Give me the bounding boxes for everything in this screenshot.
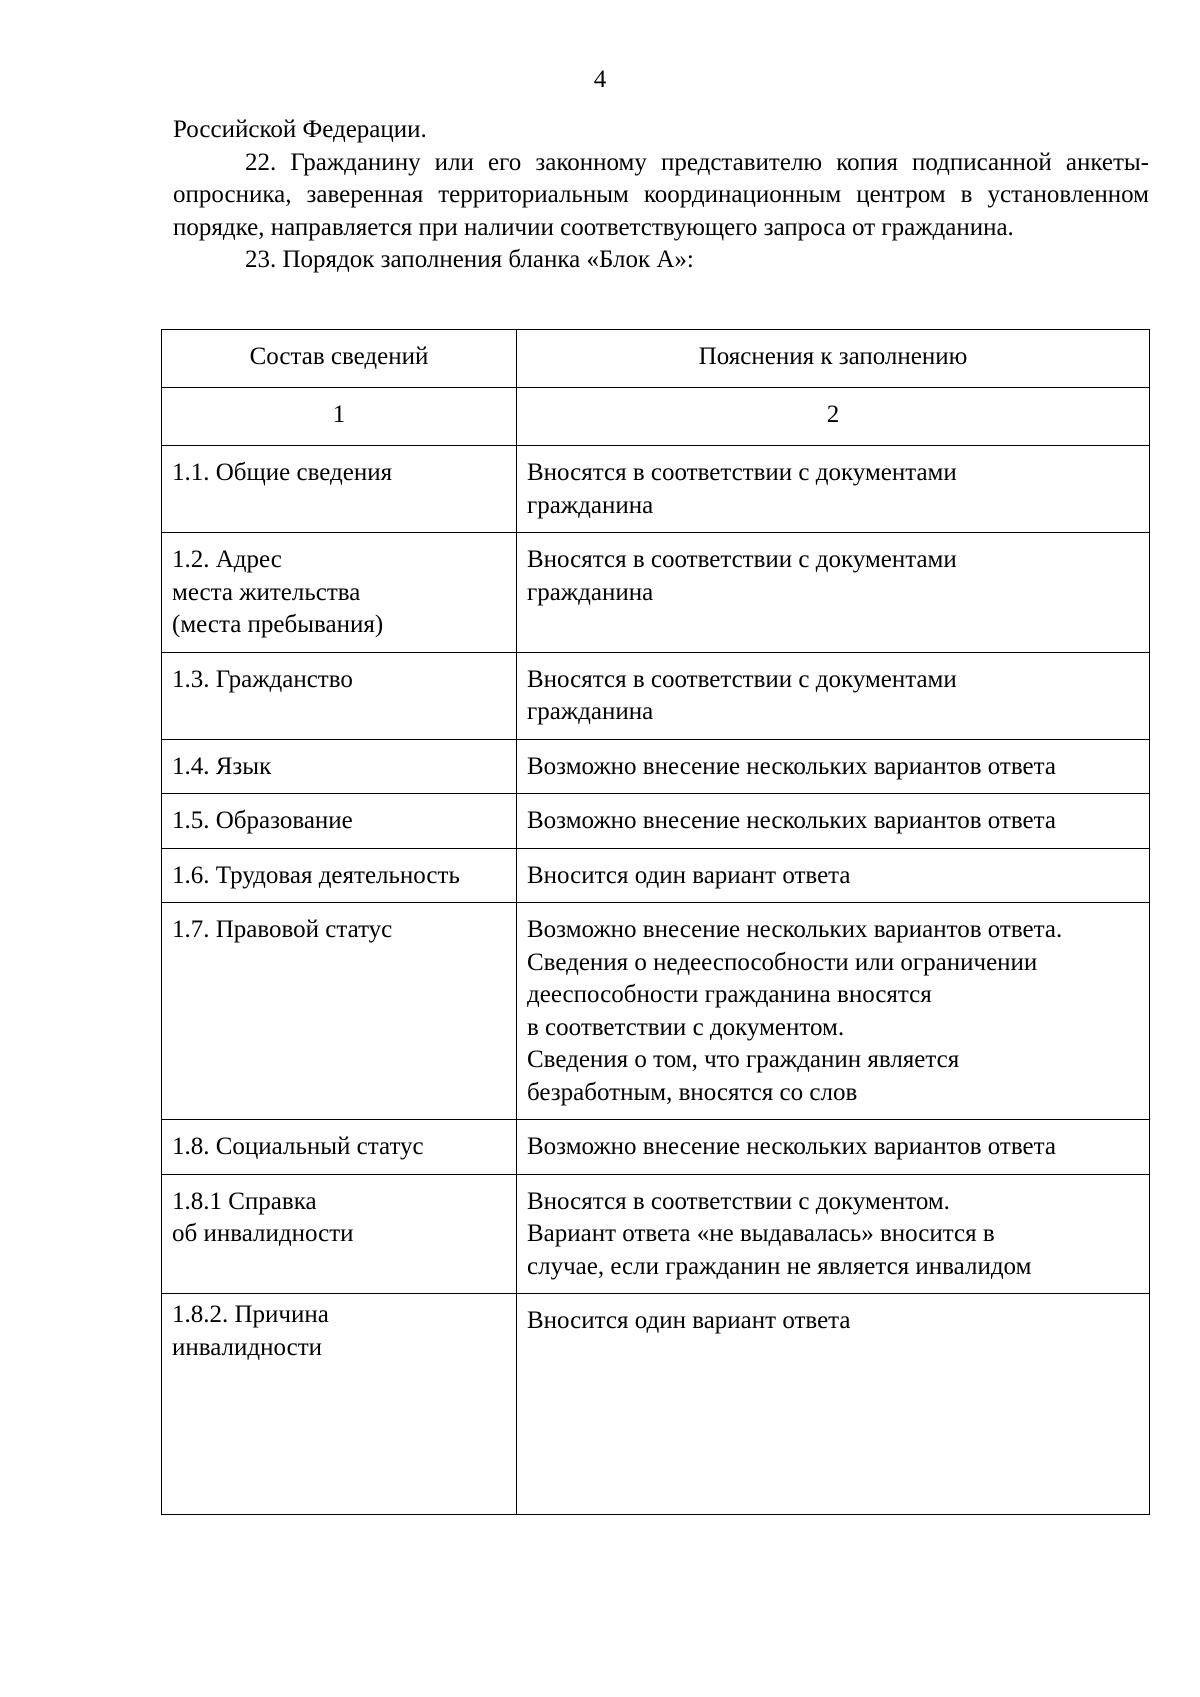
row-item: 1.7. Правовой статус [162,903,517,1120]
row-explanation: Вносится один вариант ответа [517,1294,1150,1515]
row-item: 1.8. Социальный статус [162,1120,517,1175]
table-row [162,903,1150,1120]
column-number-1: 1 [162,388,517,446]
row-item: 1.8.2. Причина инвалидности [162,1294,517,1515]
table-row [162,1294,1150,1515]
table-row [162,794,1150,849]
header-cell-explanations: Пояснения к заполнению [517,330,1150,388]
table-row [162,1120,1150,1175]
paragraph-23: 23. Порядок заполнения бланка «Блок А»: [245,246,694,273]
row-explanation: Вносятся в соответствии с документами гражданина [517,652,1150,739]
row-item: 1.8.1 Справка об инвалидности [162,1174,517,1294]
row-explanation: Вносятся в соответствии с документами гражданина [517,533,1150,653]
table-row [162,533,1150,653]
row-explanation: Возможно внесение нескольких вариантов ответа [517,1120,1150,1175]
row-explanation: Возможно внесение нескольких вариантов ответа [517,739,1150,794]
table-row [162,739,1150,794]
table-row [162,652,1150,739]
row-item: 1.1. Общие сведения [162,446,517,533]
row-explanation: Вносятся в соответствии с документом. Вариант ответа «не выдавалась» вносится в случае, если гражданин не является инвалидом [517,1174,1150,1294]
row-item: 1.4. Язык [162,739,517,794]
row-item: 1.5. Образование [162,794,517,849]
paragraph-22: 22. Гражданину или его законному представителю копия подписанной анкеты-опросника, заверенная территориальным координационным центром в установленном порядке, направляется при наличии соответствующего запроса от гражданина. [173,148,1149,241]
page-number: 4 [593,66,607,93]
row-explanation: Возможно внесение нескольких вариантов ответа. Сведения о недееспособности или ограничении дееспособности гражданина вносятся в соответствии с документом. Сведения о том, что гражданин является безработным, вносятся со слов [517,903,1150,1120]
table-header-row [162,330,1150,388]
row-explanation: Возможно внесение нескольких вариантов ответа [517,794,1150,849]
row-item: 1.2. Адрес места жительства (места пребывания) [162,533,517,653]
column-number-2: 2 [517,388,1150,446]
header-cell-composition: Состав сведений [162,330,517,388]
table-row [162,1174,1150,1294]
row-explanation: Вносится один вариант ответа [517,848,1150,903]
intro-line: Российской Федерации. [173,116,427,143]
row-item: 1.3. Гражданство [162,652,517,739]
row-explanation: Вносятся в соответствии с документами гражданина [517,446,1150,533]
intro-text [173,114,1149,277]
table-row [162,446,1150,533]
column-number-row [162,388,1150,446]
table-row [162,848,1150,903]
row-item: 1.6. Трудовая деятельность [162,848,517,903]
block-a-table [161,329,1150,1515]
